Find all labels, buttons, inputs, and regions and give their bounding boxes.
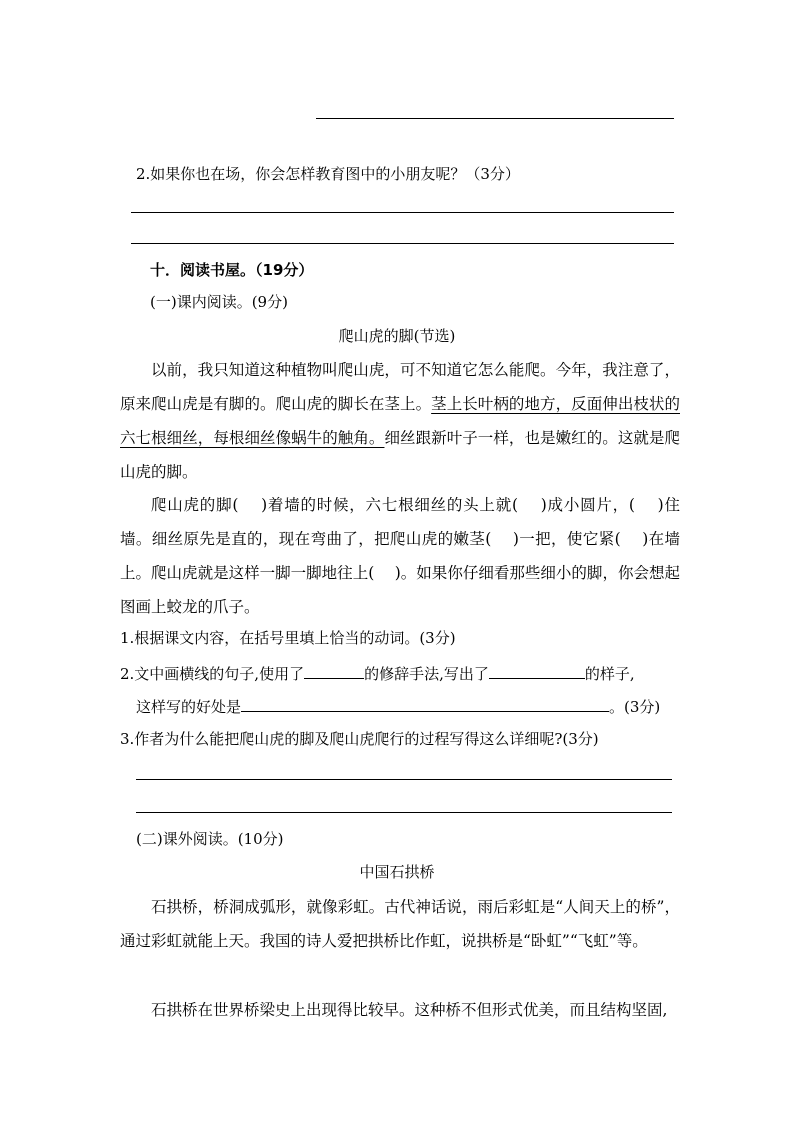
part2-paragraph-1: 石拱桥，桥洞成弧形，就像彩虹。古代神话说，雨后彩虹是“人间天上的桥”，通过彩虹就能上天。我国的诗人爱把拱桥比作虹，说拱桥是“卧虹”“飞虹”等。 xyxy=(120,898,680,950)
part1-heading: (一)课内阅读。(9分) xyxy=(150,293,288,311)
p1-text-b: 细丝跟新叶子一样，也是嫩红的。这就是爬山虎的脚。 xyxy=(120,429,680,481)
answer-line-q2-1[interactable] xyxy=(131,212,674,213)
p1-underlined-sentence: 茎上长叶柄的地方，反面伸出枝状的六七根细丝，每根细丝像蜗牛的触角。 xyxy=(120,395,680,447)
part2-paragraph-2: 石拱桥在世界桥梁史上出现得比较早。这种桥不但形式优美，而且结构坚固, xyxy=(151,1001,668,1019)
section-10-title: 十．阅读书屋。（19分） xyxy=(150,261,314,279)
answer-line-top[interactable] xyxy=(316,118,674,119)
q2-text-c: 的样子, xyxy=(584,665,635,683)
part1-passage-title: 爬山虎的脚(节选) xyxy=(338,327,456,345)
part1-paragraph-2: 爬山虎的脚( )着墙的时候，六七根细丝的头上就( )成小圆片，( )住墙。细丝原先是直的，现在弯曲了，把爬山虎的嫩茎( )一把，使它紧( )在墙上。爬山虎就是这样一脚一脚地往上( )。如果你仔细看那些细小的脚，你会想起图画上蛟龙的爪子。 xyxy=(120,496,680,616)
q2-text-a: 2.文中画横线的句子,使用了 xyxy=(120,665,305,683)
answer-line-q3-1[interactable] xyxy=(136,779,672,780)
part1-question-3: 3.作者为什么能把爬山虎的脚及爬山虎爬行的过程写得这么详细呢?(3分) xyxy=(120,730,599,748)
part1-question-2-line1 xyxy=(120,662,635,684)
q2-text-b: 的修辞手法,写出了 xyxy=(364,665,489,683)
answer-line-q2-2[interactable] xyxy=(131,243,674,244)
part2-heading: (二)课外阅读。(10分) xyxy=(136,830,284,848)
question-2: 2.如果你也在场，你会怎样教育图中的小朋友呢？（3分） xyxy=(136,165,520,183)
q2-blank-benefit[interactable] xyxy=(241,695,609,712)
q2-blank-appearance[interactable] xyxy=(489,662,585,679)
p1-text-a: 以前，我只知道这种植物叫爬山虎，可不知道它怎么能爬。今年，我注意了，原来爬山虎是有脚的。爬山虎的脚长在茎上。 xyxy=(120,361,680,413)
part2-passage-title: 中国石拱桥 xyxy=(359,863,435,881)
q2-text-e: 。(3分) xyxy=(609,698,661,716)
part1-paragraph-1 xyxy=(120,353,680,489)
part1-question-2-line2 xyxy=(136,695,660,717)
q2-text-d: 这样写的好处是 xyxy=(136,698,242,716)
part1-question-1: 1.根据课文内容，在括号里填上恰当的动词。(3分) xyxy=(120,629,456,647)
answer-line-q3-2[interactable] xyxy=(136,812,672,813)
q2-blank-rhetoric[interactable] xyxy=(304,662,364,679)
